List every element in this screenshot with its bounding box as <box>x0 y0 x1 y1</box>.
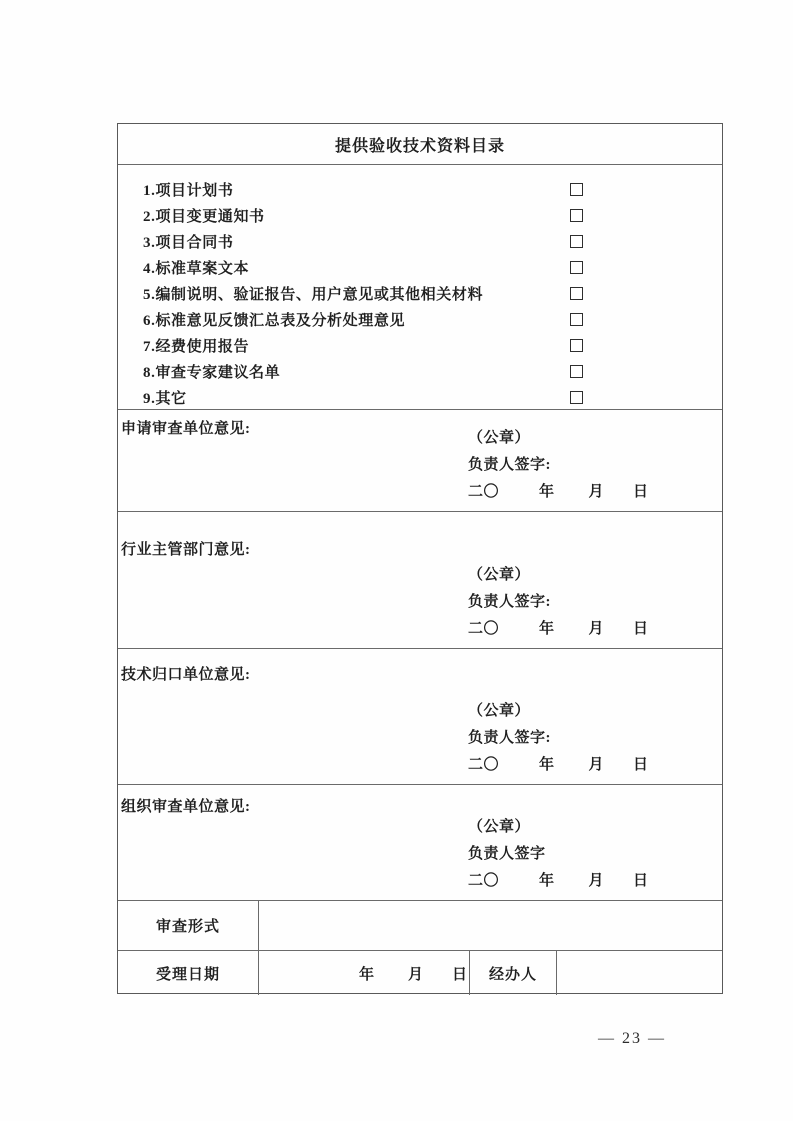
checkbox-icon <box>570 287 583 300</box>
seal-placeholder: （公章） <box>468 819 531 835</box>
acceptance-date-fields <box>259 951 470 995</box>
seal-placeholder: （公章） <box>468 567 531 583</box>
month-label: 月 <box>588 757 605 773</box>
checkbox-icon <box>570 235 583 248</box>
checklist-item <box>118 332 722 358</box>
review-form-row <box>118 900 722 950</box>
handler-label: 经办人 <box>470 951 557 995</box>
acceptance-date-label: 受理日期 <box>118 951 259 995</box>
seal-signature-block <box>468 814 649 895</box>
day-label: 日 <box>633 484 649 500</box>
day-label: 日 <box>633 621 649 637</box>
checklist-item <box>118 306 722 332</box>
month-label: 月 <box>588 621 605 637</box>
checkbox-icon <box>570 391 583 404</box>
checklist-item <box>118 228 722 254</box>
seal-signature-block <box>468 698 649 779</box>
day-label: 日 <box>633 873 649 889</box>
acceptance-date-row <box>118 950 722 995</box>
checkbox-icon <box>570 183 583 196</box>
month-label: 月 <box>588 484 605 500</box>
day-label: 日 <box>451 966 467 983</box>
date-prefix: 二〇 <box>468 484 500 500</box>
page-number: — 23 — <box>598 1030 666 1047</box>
date-prefix: 二〇 <box>468 873 500 889</box>
checklist-item-label: 9.其它 <box>143 390 187 407</box>
section-label: 申请审查单位意见: <box>121 421 251 437</box>
checklist-item-label: 8.审查专家建议名单 <box>143 364 281 381</box>
day-label: 日 <box>633 757 649 773</box>
checklist-item <box>118 254 722 280</box>
review-form-label: 审查形式 <box>118 901 259 950</box>
checkbox-icon <box>570 209 583 222</box>
handler-value <box>557 951 722 995</box>
month-label: 月 <box>407 966 423 983</box>
signature-line: 负责人签字: <box>468 457 551 473</box>
date-line <box>468 479 649 506</box>
checklist-item-label: 7.经费使用报告 <box>143 338 250 355</box>
checklist-item <box>118 358 722 384</box>
acceptance-materials-form <box>117 123 723 994</box>
checklist-section <box>118 164 722 409</box>
checklist-item <box>118 202 722 228</box>
seal-signature-block <box>468 562 649 643</box>
checklist-item <box>118 176 722 202</box>
checklist-item <box>118 280 722 306</box>
year-label: 年 <box>539 621 555 637</box>
form-title-row <box>118 124 722 164</box>
opinion-section-technical-unit <box>118 648 722 784</box>
signature-line: 负责人签字: <box>468 594 551 610</box>
checklist-item-label: 5.编制说明、验证报告、用户意见或其他相关材料 <box>143 286 484 303</box>
checkbox-icon <box>570 261 583 274</box>
seal-placeholder: （公章） <box>468 703 531 719</box>
signature-line: 负责人签字: <box>468 730 551 746</box>
month-label: 月 <box>588 873 605 889</box>
checkbox-icon <box>570 339 583 352</box>
date-line <box>468 868 649 895</box>
review-form-value <box>259 901 722 950</box>
checklist-item-label: 1.项目计划书 <box>143 182 234 199</box>
checklist-item-label: 4.标准草案文本 <box>143 260 250 277</box>
opinion-section-applicant <box>118 409 722 511</box>
section-label: 行业主管部门意见: <box>121 542 251 558</box>
opinion-section-organizing-unit <box>118 784 722 900</box>
section-label: 组织审查单位意见: <box>121 799 251 815</box>
checklist-item-label: 2.项目变更通知书 <box>143 208 265 225</box>
signature-line: 负责人签字 <box>468 846 546 862</box>
seal-placeholder: （公章） <box>468 430 531 446</box>
checklist-item-label: 3.项目合同书 <box>143 234 234 251</box>
section-label: 技术归口单位意见: <box>121 667 251 683</box>
checklist-item <box>118 384 722 410</box>
year-label: 年 <box>539 757 555 773</box>
year-label: 年 <box>358 966 374 983</box>
checkbox-icon <box>570 313 583 326</box>
date-prefix: 二〇 <box>468 757 500 773</box>
form-title: 提供验收技术资料目录 <box>334 137 505 155</box>
date-prefix: 二〇 <box>468 621 500 637</box>
date-line <box>468 752 649 779</box>
year-label: 年 <box>539 484 555 500</box>
year-label: 年 <box>539 873 555 889</box>
seal-signature-block <box>468 425 649 506</box>
opinion-section-industry-dept <box>118 511 722 648</box>
date-line <box>468 616 649 643</box>
checkbox-icon <box>570 365 583 378</box>
checklist-item-label: 6.标准意见反馈汇总表及分析处理意见 <box>143 312 406 329</box>
